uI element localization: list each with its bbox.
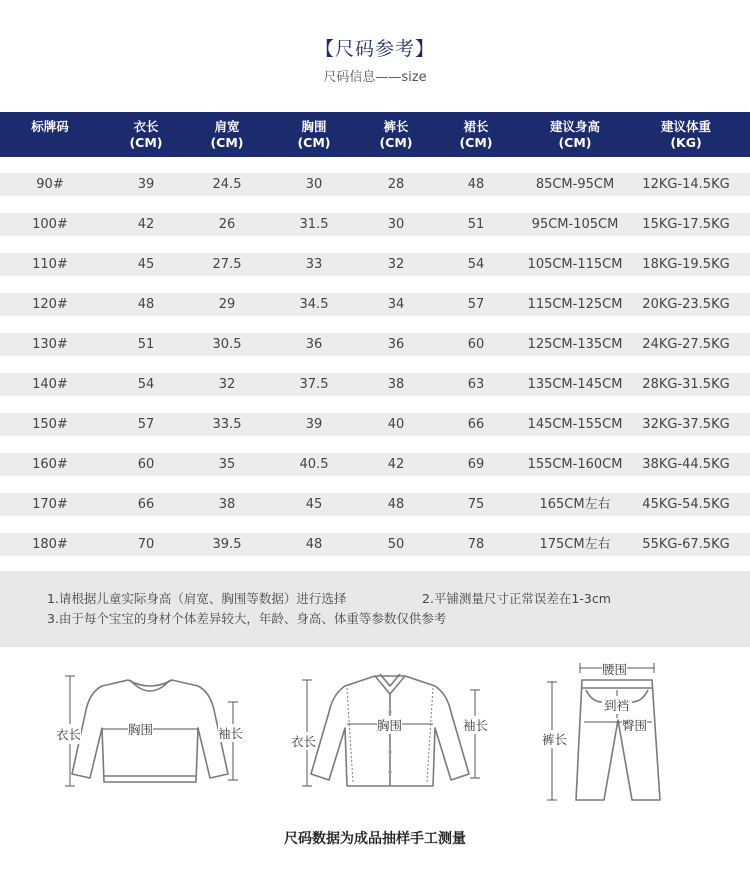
note-3: 3.由于每个宝宝的身材个体差异较大，年龄、身高、体重等参数仅供参考: [47, 611, 447, 626]
table-cell: 18KG-19.5KG: [642, 257, 730, 272]
table-row: [0, 373, 750, 396]
table-cell: 39: [137, 177, 155, 192]
table-cell: 51: [137, 337, 155, 352]
table-cell: 95CM-105CM: [531, 217, 619, 232]
shirt-length-label: 衣长: [291, 734, 317, 749]
table-cell: 75: [467, 497, 485, 512]
table-cell: 38: [387, 377, 405, 392]
column-header-unit: (CM): [210, 135, 244, 150]
table-row: [0, 173, 750, 196]
table-cell: 175CM左右: [539, 537, 611, 552]
table-cell: 66: [137, 497, 155, 512]
column-header: [631, 112, 741, 157]
column-header-unit: (CM): [297, 135, 331, 150]
sweater-chest-label: 胸围: [128, 722, 154, 737]
table-cell: 140#: [32, 377, 68, 392]
table-cell: 70: [137, 537, 155, 552]
table-cell: 38: [218, 497, 236, 512]
table-cell: 36: [387, 337, 405, 352]
column-header-label: 建议体重: [660, 119, 711, 134]
table-row: [0, 333, 750, 356]
table-cell: 27.5: [212, 257, 242, 272]
column-header-label: 裤长: [383, 119, 409, 134]
table-cell: 57: [467, 297, 485, 312]
table-cell: 37.5: [299, 377, 329, 392]
table-cell: 30.5: [212, 337, 242, 352]
column-header-unit: (CM): [459, 135, 493, 150]
table-cell: 38KG-44.5KG: [642, 457, 730, 472]
table-cell: 24KG-27.5KG: [642, 337, 730, 352]
pants-diagram: [540, 658, 670, 808]
table-cell: 32KG-37.5KG: [642, 417, 730, 432]
table-cell: 39: [305, 417, 323, 432]
column-header-label: 胸围: [301, 119, 327, 134]
table-row: [0, 533, 750, 556]
column-header: [192, 112, 262, 157]
table-cell: 90#: [36, 177, 64, 192]
table-cell: 48: [467, 177, 485, 192]
pants-rise-label: 到裆: [604, 698, 630, 713]
sweater-diagram: [50, 662, 250, 797]
pants-length-label: 裤长: [542, 732, 568, 747]
table-cell: 125CM-135CM: [527, 337, 623, 352]
table-cell: 24.5: [212, 177, 242, 192]
table-cell: 45: [137, 257, 155, 272]
table-cell: 32: [218, 377, 236, 392]
table-cell: 60: [137, 457, 155, 472]
column-header: [111, 112, 181, 157]
table-cell: 130#: [32, 337, 68, 352]
table-cell: 26: [218, 217, 236, 232]
table-cell: 69: [467, 457, 485, 472]
table-cell: 150#: [32, 417, 68, 432]
page-subtitle: 尺码信息——size: [323, 70, 427, 85]
column-header-unit: (CM): [129, 135, 163, 150]
table-row: [0, 453, 750, 476]
table-cell: 50: [387, 537, 405, 552]
table-cell: 32: [387, 257, 405, 272]
column-header-label: 肩宽: [214, 119, 240, 134]
table-cell: 12KG-14.5KG: [642, 177, 730, 192]
table-cell: 40: [387, 417, 405, 432]
table-cell: 160#: [32, 457, 68, 472]
column-header: [5, 112, 95, 157]
table-header: [0, 112, 750, 157]
column-header: [515, 112, 635, 157]
table-cell: 54: [467, 257, 485, 272]
table-cell: 20KG-23.5KG: [642, 297, 730, 312]
shirt-diagram: [285, 662, 495, 797]
pants-waist-label: 腰围: [602, 662, 628, 677]
table-cell: 165CM左右: [539, 497, 611, 512]
column-header-unit: (CM): [558, 135, 592, 150]
column-header-label: 建议身高: [549, 119, 600, 134]
table-cell: 39.5: [212, 537, 242, 552]
column-header: [361, 112, 431, 157]
table-cell: 42: [387, 457, 405, 472]
table-cell: 115CM-125CM: [527, 297, 623, 312]
table-row: [0, 413, 750, 436]
table-cell: 100#: [32, 217, 68, 232]
table-cell: 34.5: [299, 297, 329, 312]
table-cell: 85CM-95CM: [535, 177, 615, 192]
table-cell: 145CM-155CM: [527, 417, 623, 432]
table-cell: 110#: [32, 257, 68, 272]
table-cell: 57: [137, 417, 155, 432]
column-header-label: 衣长: [133, 119, 159, 134]
table-cell: 55KG-67.5KG: [642, 537, 730, 552]
table-cell: 48: [305, 537, 323, 552]
table-row: [0, 213, 750, 236]
table-cell: 66: [467, 417, 485, 432]
column-header: [441, 112, 511, 157]
table-cell: 36: [305, 337, 323, 352]
column-header: [274, 112, 354, 157]
sweater-length-label: 衣长: [56, 724, 81, 744]
table-cell: 34: [387, 297, 405, 312]
table-cell: 60: [467, 337, 485, 352]
table-cell: 15KG-17.5KG: [642, 217, 730, 232]
table-cell: 42: [137, 217, 155, 232]
note-2: 2.平铺测量尺寸正常误差在1-3cm: [422, 591, 611, 606]
table-row: [0, 293, 750, 316]
table-cell: 40.5: [299, 457, 329, 472]
table-cell: 48: [387, 497, 405, 512]
note-1: 1.请根据儿童实际身高（肩宽、胸围等数据）进行选择: [47, 591, 347, 606]
column-header-label: 标牌码: [31, 119, 69, 134]
page-title: 【尺码参考】: [314, 38, 435, 60]
table-cell: 48: [137, 297, 155, 312]
table-cell: 29: [218, 297, 236, 312]
table-cell: 30: [387, 217, 405, 232]
table-cell: 28: [387, 177, 405, 192]
table-cell: 45KG-54.5KG: [642, 497, 730, 512]
shirt-chest-label: 胸围: [377, 718, 403, 733]
table-cell: 170#: [32, 497, 68, 512]
table-cell: 180#: [32, 537, 68, 552]
table-cell: 45: [305, 497, 323, 512]
table-cell: 78: [467, 537, 485, 552]
footer-note: 尺码数据为成品抽样手工测量: [284, 831, 466, 847]
table-cell: 155CM-160CM: [527, 457, 623, 472]
table-cell: 33: [305, 257, 323, 272]
table-cell: 35: [218, 457, 236, 472]
table-cell: 33.5: [212, 417, 242, 432]
table-cell: 28KG-31.5KG: [642, 377, 730, 392]
table-cell: 63: [467, 377, 485, 392]
table-cell: 135CM-145CM: [527, 377, 623, 392]
sweater-sleeve-label: 袖长: [218, 726, 244, 741]
table-cell: 30: [305, 177, 323, 192]
shirt-sleeve-label: 袖长: [463, 718, 489, 733]
column-header-unit: (CM): [379, 135, 413, 150]
column-header-unit: (KG): [670, 135, 702, 150]
table-cell: 51: [467, 217, 485, 232]
table-cell: 120#: [32, 297, 68, 312]
table-row: [0, 253, 750, 276]
column-header-label: 裙长: [463, 119, 489, 134]
notes-panel: [0, 571, 750, 647]
pants-hip-label: 臀围: [622, 718, 648, 733]
table-row: [0, 493, 750, 516]
table-cell: 105CM-115CM: [527, 257, 623, 272]
table-cell: 54: [137, 377, 155, 392]
table-cell: 31.5: [299, 217, 329, 232]
